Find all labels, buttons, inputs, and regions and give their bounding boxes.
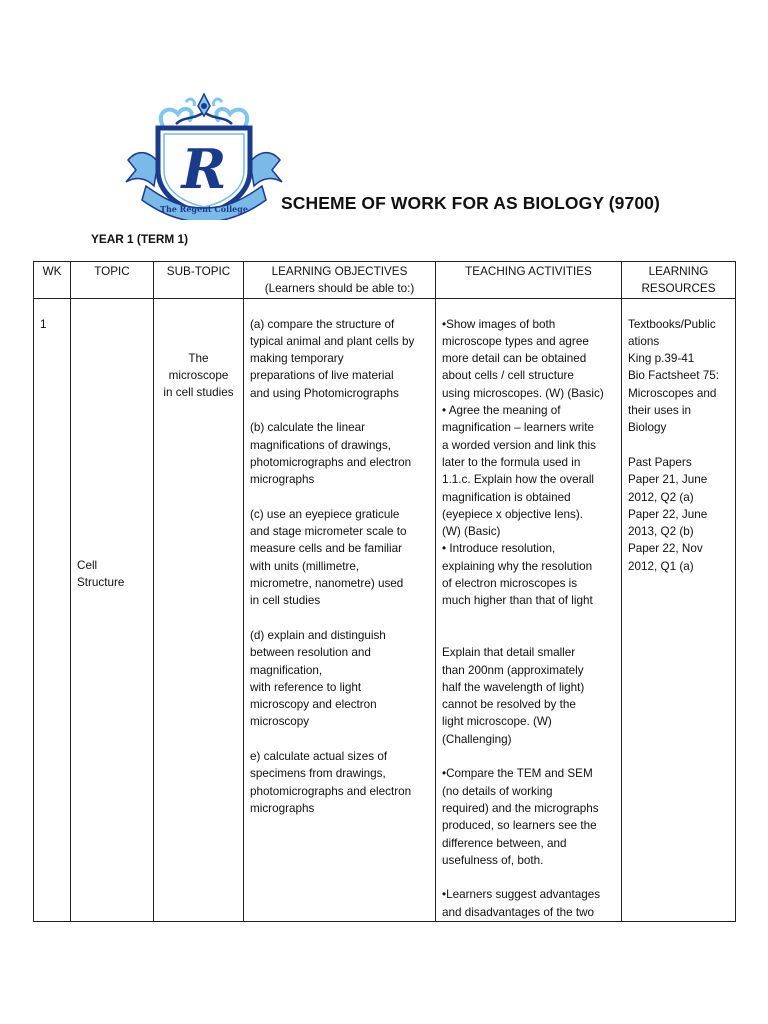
cell-topic	[71, 298, 154, 921]
table-row	[34, 298, 736, 921]
table-header-row	[34, 262, 736, 299]
objective-item: e) calculate actual sizes of specimens from drawings, photomicrographs and electron micrographs	[250, 750, 412, 815]
header-teaching-activities: TEACHING ACTIVITIES	[436, 262, 622, 299]
activity-item: Explain that detail smaller than 200nm (approximately half the wavelength of light) cannot be resolved by the light microscope. (W) (Challenging)	[442, 646, 585, 746]
cell-subtopic: The microscope in cell studies	[154, 298, 244, 921]
crown-ornament-icon	[161, 94, 247, 128]
header-learning-resources: LEARNING RESOURCES	[622, 262, 736, 299]
activity-item: •Compare the TEM and SEM (no details of working required) and the micrographs produced, so learners see the difference between, and usefulness of, both.	[442, 767, 599, 867]
college-crest-logo	[124, 90, 284, 220]
resource-item: Past Papers Paper 21, June 2012, Q2 (a) Paper 22, June 2013, Q2 (b) Paper 22, Nov 2012, Q1 (a)	[628, 455, 708, 573]
header-wk: WK	[34, 262, 71, 299]
objective-item: (b) calculate the linear magnifications of drawings, photomicrographs and electron micrographs	[250, 421, 412, 487]
topic-text: Cell Structure	[77, 558, 125, 589]
cell-teaching-activities	[436, 298, 622, 921]
resource-item: Textbooks/Public ations King p.39-41 Bio Factsheet 75: Microscopes and their uses in Biology	[628, 317, 719, 435]
header-topic: TOPIC	[71, 262, 154, 299]
logo-monogram: R	[181, 137, 227, 201]
cell-learning-resources	[622, 298, 736, 921]
activity-item: •Show images of both microscope types and agree more detail can be obtained about cells / cell structure using microscopes. (W) (Basic) • Agree the meaning of magnification – learners write a worded version and link this later to the formula used in 1.1.c. Explain how the overall magnification is obtained (eyepiece x objective lens). (W) (Basic) • Introduce resolution, explaining why the resolution of electron microscopes is much higher than that of light	[442, 317, 604, 608]
activity-item: •Learners suggest advantages and disadvantages of the two	[442, 888, 601, 919]
header-learning-objectives: LEARNING OBJECTIVES (Learners should be able to:)	[244, 262, 436, 299]
cell-week: 1	[34, 298, 71, 921]
logo-ribbon-text: The Regent College	[160, 204, 248, 214]
objective-item: (a) compare the structure of typical animal and plant cells by making temporary preparations of live material and using Photomicrographs	[250, 317, 415, 400]
scheme-of-work-table	[33, 261, 736, 922]
objective-item: (d) explain and distinguish between resolution and magnification, with reference to light microscopy and electron microscopy	[250, 628, 386, 729]
year-term-label: YEAR 1 (TERM 1)	[91, 232, 189, 246]
header-subtopic: SUB-TOPIC	[154, 262, 244, 299]
cell-learning-objectives	[244, 298, 436, 921]
objective-item: (c) use an eyepiece graticule and stage micrometer scale to measure cells and be familiar with units (millimetre, micrometre, nanometre) used in cell studies	[250, 507, 407, 608]
document-title: SCHEME OF WORK FOR AS BIOLOGY (9700)	[281, 193, 660, 213]
